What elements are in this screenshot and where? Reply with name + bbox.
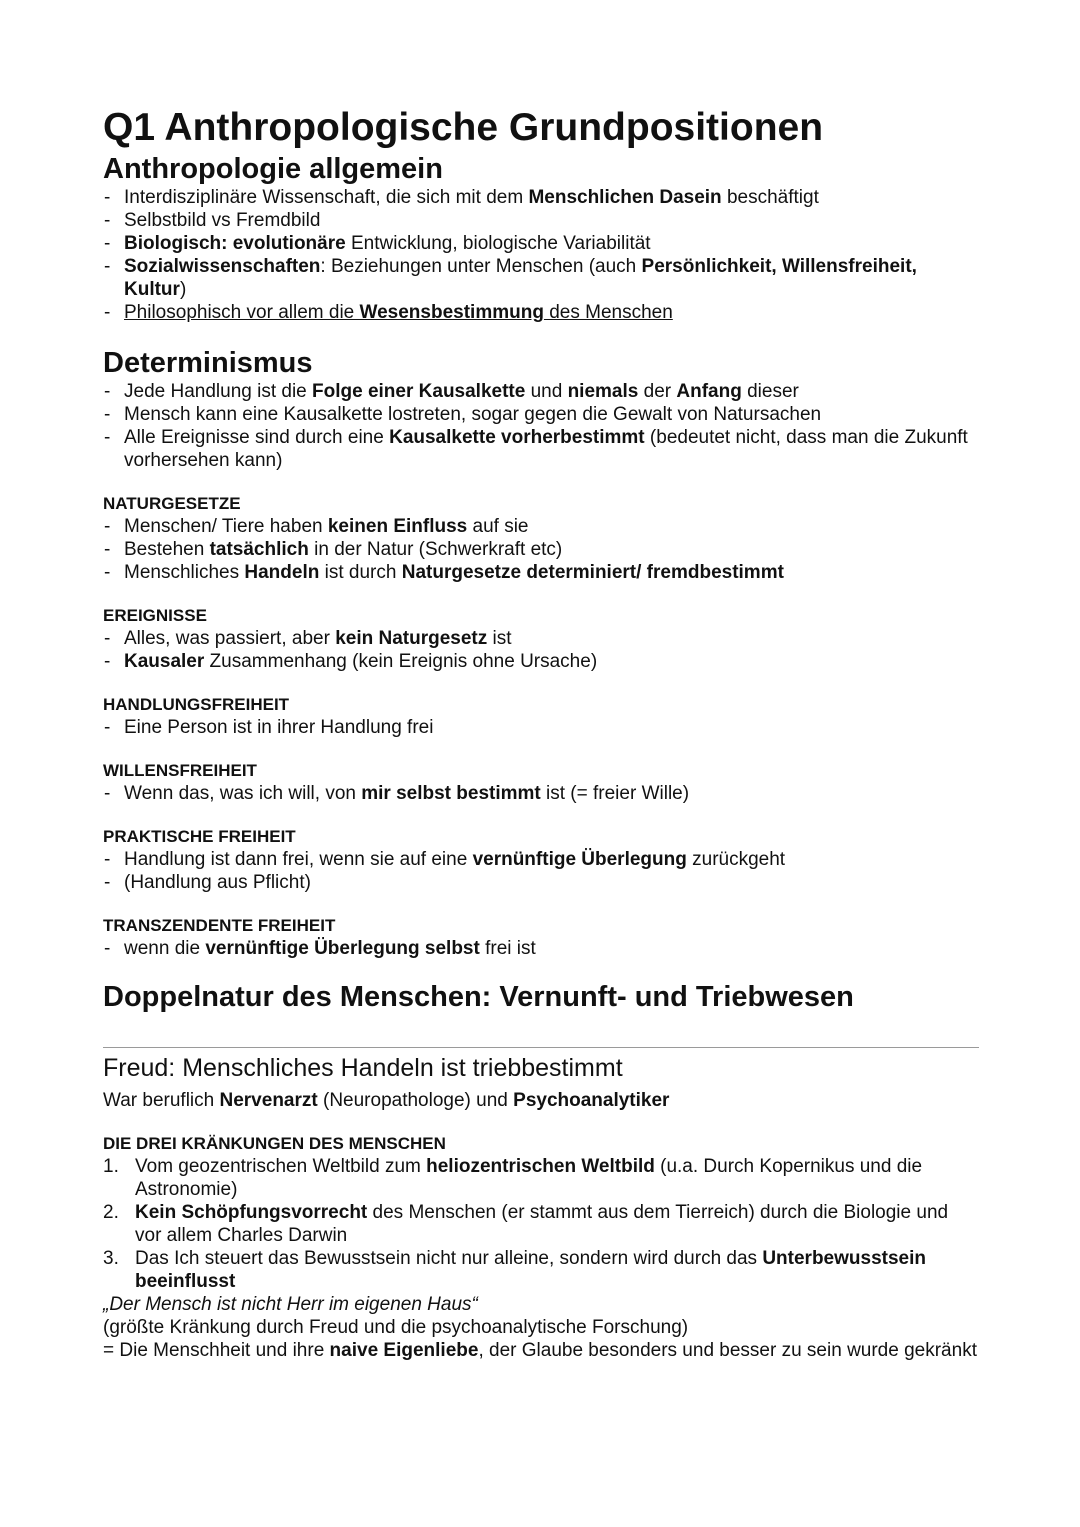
bold-text: keinen Einfluss bbox=[327, 516, 468, 537]
bold-text: niemals bbox=[567, 381, 639, 402]
bold-text: Persönlichkeit, Willensfreiheit, Kultur bbox=[124, 256, 917, 300]
list-item bbox=[103, 380, 979, 403]
list-item bbox=[103, 937, 979, 960]
freud-conclusion bbox=[103, 1339, 979, 1362]
text: und bbox=[525, 381, 568, 402]
heading-doppelnatur: Doppelnatur des Menschen: Vernunft- und Triebwesen bbox=[103, 981, 854, 1013]
list-praktische-freiheit bbox=[103, 848, 979, 894]
text: Handlung ist dann frei, wenn sie auf eine bbox=[124, 849, 473, 870]
text: Bestehen bbox=[124, 539, 210, 560]
text: Selbstbild vs Fremdbild bbox=[124, 210, 321, 231]
text: Menschliches bbox=[124, 562, 245, 583]
text: (bedeutet nicht, dass man die Zukunft vorhersehen kann) bbox=[124, 427, 968, 471]
bold-text: vernünftige Überlegung selbst bbox=[205, 938, 480, 959]
text: Menschen/ Tiere haben bbox=[124, 516, 328, 537]
bold-text: Menschlichen Dasein bbox=[528, 187, 722, 208]
text: ) bbox=[179, 279, 187, 300]
freud-note: (größte Kränkung durch Freud und die psychoanalytische Forschung) bbox=[103, 1317, 689, 1338]
list-ereignisse bbox=[103, 627, 979, 673]
bold-text: Kein Schöpfungsvorrecht bbox=[135, 1202, 368, 1223]
text: Das Ich steuert das Bewusstsein nicht nur alleine, sondern wird durch das bbox=[135, 1248, 763, 1269]
bold-text: Kausaler bbox=[124, 651, 205, 672]
text: War beruflich bbox=[103, 1090, 220, 1111]
text: Mensch kann eine Kausalkette lostreten, sogar gegen die Gewalt von Natursachen bbox=[124, 404, 822, 425]
list-item bbox=[103, 403, 979, 426]
text: ist durch bbox=[319, 562, 402, 583]
text: Philosophisch vor allem die bbox=[124, 302, 360, 323]
text: Alles, was passiert, aber bbox=[124, 628, 336, 649]
heading-naturgesetze: NATURGESETZE bbox=[103, 494, 241, 513]
list-item bbox=[103, 561, 979, 584]
text: beschäftigt bbox=[721, 187, 819, 208]
text: (Neuropathologe) und bbox=[317, 1090, 514, 1111]
list-item bbox=[103, 538, 979, 561]
list-item bbox=[103, 186, 979, 209]
bold-text: Folge einer Kausalkette bbox=[312, 381, 526, 402]
list-item bbox=[103, 1247, 979, 1293]
text: ist bbox=[487, 628, 512, 649]
list-item bbox=[103, 627, 979, 650]
bold-text: vernünftige Überlegung bbox=[472, 849, 687, 870]
list-number: 1. bbox=[103, 1156, 119, 1177]
heading-determinismus: Determinismus bbox=[103, 347, 313, 379]
heading-kraenkungen: DIE DREI KRÄNKUNGEN DES MENSCHEN bbox=[103, 1134, 446, 1153]
text: (u.a. Durch Kopernikus und die Astronomie) bbox=[135, 1156, 923, 1200]
heading-willensfreiheit: WILLENSFREIHEIT bbox=[103, 761, 257, 780]
underlined-text bbox=[124, 302, 673, 323]
heading-transzendente-freiheit: TRANSZENDENTE FREIHEIT bbox=[103, 916, 336, 935]
list-kraenkungen bbox=[103, 1155, 979, 1293]
text: dieser bbox=[741, 381, 799, 402]
list-item bbox=[103, 782, 979, 805]
bold-text: Anfang bbox=[676, 381, 742, 402]
text: des Menschen bbox=[543, 302, 673, 323]
heading-handlungsfreiheit: HANDLUNGSFREIHEIT bbox=[103, 695, 290, 714]
list-determinismus bbox=[103, 380, 979, 472]
text: : Beziehungen unter Menschen (auch bbox=[320, 256, 642, 277]
text: zurückgeht bbox=[686, 849, 786, 870]
bold-text: heliozentrischen Weltbild bbox=[426, 1156, 655, 1177]
text: in der Natur (Schwerkraft etc) bbox=[308, 539, 563, 560]
heading-ereignisse: EREIGNISSE bbox=[103, 606, 207, 625]
text: Wenn das, was ich will, von bbox=[124, 783, 362, 804]
bold-text: Psychoanalytiker bbox=[513, 1090, 670, 1111]
text: Zusammenhang (kein Ereignis ohne Ursache) bbox=[204, 651, 598, 672]
text: Vom geozentrischen Weltbild zum bbox=[135, 1156, 427, 1177]
text: Jede Handlung ist die bbox=[124, 381, 313, 402]
list-item bbox=[103, 871, 979, 894]
heading-freud: Freud: Menschliches Handeln ist triebbestimmt bbox=[103, 1054, 623, 1082]
heading-praktische-freiheit: PRAKTISCHE FREIHEIT bbox=[103, 827, 296, 846]
text: wenn die bbox=[124, 938, 206, 959]
text: Entwicklung, biologische Variabilität bbox=[345, 233, 651, 254]
freud-intro bbox=[103, 1089, 979, 1112]
list-transzendente-freiheit bbox=[103, 937, 979, 960]
list-item bbox=[103, 848, 979, 871]
list-item bbox=[103, 209, 979, 232]
list-item bbox=[103, 1155, 979, 1201]
text: (Handlung aus Pflicht) bbox=[124, 872, 311, 893]
list-naturgesetze bbox=[103, 515, 979, 584]
list-item bbox=[103, 650, 979, 673]
bold-text: Naturgesetze determiniert/ fremdbestimmt bbox=[401, 562, 784, 583]
bold-text: naive Eigenliebe bbox=[329, 1340, 479, 1361]
section-divider bbox=[103, 1047, 979, 1048]
list-item bbox=[103, 301, 979, 324]
text: Eine Person ist in ihrer Handlung frei bbox=[124, 717, 434, 738]
document-content bbox=[103, 104, 979, 1362]
text: des Menschen (er stammt aus dem Tierreich) durch die Biologie und vor allem Charles Darwin bbox=[135, 1202, 949, 1246]
text: frei ist bbox=[479, 938, 536, 959]
text: , der Glaube besonders und besser zu sein wurde gekränkt bbox=[478, 1340, 977, 1361]
text: Interdisziplinäre Wissenschaft, die sich mit dem bbox=[124, 187, 529, 208]
list-number: 2. bbox=[103, 1202, 119, 1223]
list-item bbox=[103, 515, 979, 538]
bold-text: Sozialwissenschaften bbox=[124, 256, 321, 277]
bold-text: Nervenarzt bbox=[219, 1090, 318, 1111]
freud-quote: „Der Mensch ist nicht Herr im eigenen Haus“ bbox=[103, 1294, 478, 1315]
list-handlungsfreiheit bbox=[103, 716, 979, 739]
bold-text: Kausalkette vorherbestimmt bbox=[389, 427, 645, 448]
list-item bbox=[103, 232, 979, 255]
bold-text: Wesensbestimmung bbox=[359, 302, 544, 323]
list-item bbox=[103, 716, 979, 739]
list-item bbox=[103, 1201, 979, 1247]
bold-text: Biologisch: evolutionäre bbox=[124, 233, 346, 254]
text: = Die Menschheit und ihre bbox=[103, 1340, 330, 1361]
list-item bbox=[103, 255, 979, 301]
document-title: Q1 Anthropologische Grundpositionen bbox=[103, 106, 824, 149]
list-item bbox=[103, 426, 979, 472]
heading-anthropologie: Anthropologie allgemein bbox=[103, 153, 443, 185]
text: Alle Ereignisse sind durch eine bbox=[124, 427, 390, 448]
text: ist (= freier Wille) bbox=[540, 783, 690, 804]
list-willensfreiheit bbox=[103, 782, 979, 805]
bold-text: Unterbewusstsein beeinflusst bbox=[135, 1248, 926, 1292]
text: der bbox=[638, 381, 677, 402]
bold-text: Handeln bbox=[244, 562, 320, 583]
bold-text: tatsächlich bbox=[209, 539, 309, 560]
list-anthropologie bbox=[103, 186, 979, 324]
bold-text: kein Naturgesetz bbox=[335, 628, 488, 649]
text: auf sie bbox=[467, 516, 529, 537]
bold-text: mir selbst bestimmt bbox=[361, 783, 541, 804]
list-number: 3. bbox=[103, 1248, 119, 1269]
